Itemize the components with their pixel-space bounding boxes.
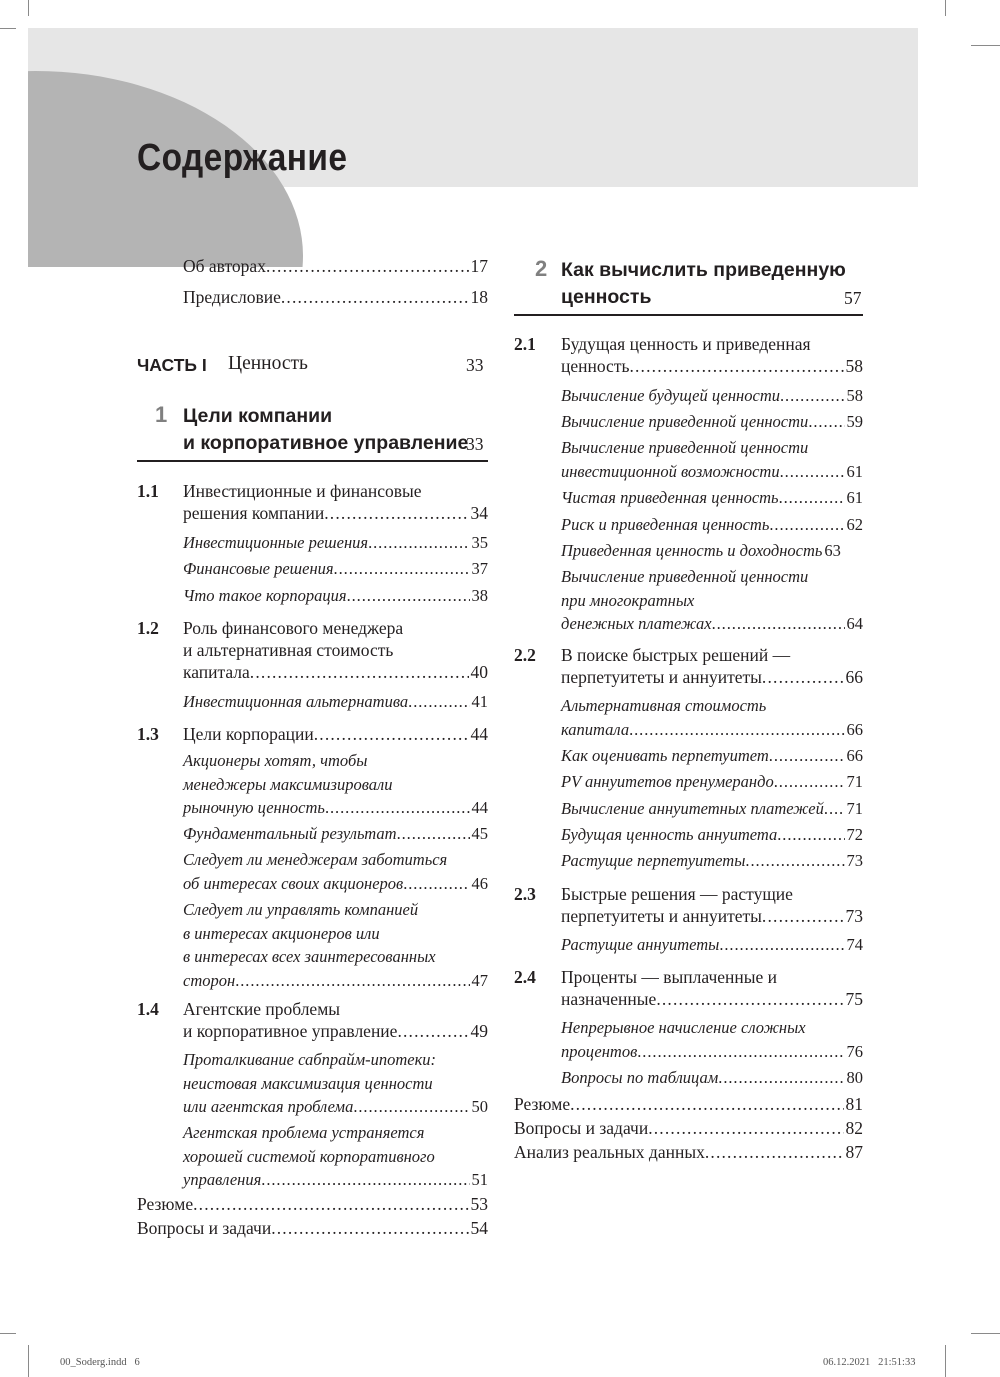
toc-subsection[interactable]: Вычисление будущей ценности . . . 58 xyxy=(561,384,863,408)
toc-subsection[interactable]: Как оценивать перпетуитет . . . 66 xyxy=(561,744,863,768)
toc-subsection[interactable]: Финансовые решения . . . 37 xyxy=(183,557,488,581)
toc-section[interactable]: Агентские проблемы и корпоративное управление . . . 49 xyxy=(183,998,488,1042)
page-title: Содержание xyxy=(137,137,348,179)
section-number: 1.4 xyxy=(137,999,159,1019)
toc-subsection[interactable]: Следует ли управлять компанией в интересах акционеров или в интересах всех заинтересованных сторон . . . 47 xyxy=(183,898,488,992)
chapter-page: 57 xyxy=(844,288,862,308)
toc-subsection[interactable]: Вычисление приведенной ценности . . . 59 xyxy=(561,410,863,434)
toc-subsection[interactable]: Акционеры хотят, чтобы менеджеры максимизировали рыночную ценность . . . 44 xyxy=(183,749,488,820)
toc-subsection[interactable]: Растущие перпетуитеты . . . 73 xyxy=(561,849,863,873)
section-number: 2.3 xyxy=(514,884,536,904)
toc-subsection[interactable]: Будущая ценность аннуитета . . . 72 xyxy=(561,823,863,847)
toc-subsection[interactable]: Агентская проблема устраняется хорошей системой корпоративного управления . . . 51 xyxy=(183,1121,488,1192)
part-page: 33 xyxy=(466,355,484,375)
toc-section[interactable]: Проценты — выплаченные и назначенные . . . 75 xyxy=(561,966,863,1010)
part-label: ЧАСТЬ I xyxy=(137,355,207,375)
crop-mark xyxy=(971,1333,1000,1334)
section-number: 1.3 xyxy=(137,724,159,744)
toc-section[interactable]: В поиске быстрых решений — перпетуитеты и аннуитеты . . . 66 xyxy=(561,644,863,688)
toc-subsection[interactable]: Вопросы по таблицам . . . 80 xyxy=(561,1066,863,1090)
chapter-number: 1 xyxy=(155,402,168,427)
chapter-page: 33 xyxy=(466,434,484,454)
chapter-title[interactable]: Цели компании и корпоративное управление xyxy=(183,405,469,454)
toc-subsection[interactable]: Инвестиционная альтернатива . . . 41 xyxy=(183,690,488,714)
section-number: 2.4 xyxy=(514,967,536,987)
toc-section[interactable]: Роль финансового менеджера и альтернативная стоимость капитала . . . 40 xyxy=(183,617,488,683)
section-number: 1.1 xyxy=(137,481,159,501)
toc-entry-data-analysis[interactable]: Анализ реальных данных . . . 87 xyxy=(514,1141,863,1163)
toc-entry-summary[interactable]: Резюме . . . 53 xyxy=(137,1193,488,1215)
crop-mark xyxy=(945,0,946,16)
footer-timestamp: 06.12.2021 21:51:33 xyxy=(823,1357,916,1368)
toc-entry-questions[interactable]: Вопросы и задачи . . . 54 xyxy=(137,1217,488,1239)
toc-subsection[interactable]: Проталкивание сабпрайм-ипотеки: неистовая максимизация ценности или агентская проблема . . . 50 xyxy=(183,1048,488,1119)
chapter-rule xyxy=(137,460,488,462)
section-number: 2.1 xyxy=(514,334,536,354)
toc-subsection[interactable]: Приведенная ценность и доходность 63 xyxy=(561,541,841,560)
part-name[interactable]: Ценность xyxy=(228,353,308,374)
crop-mark xyxy=(945,1345,946,1377)
toc-entry-questions[interactable]: Вопросы и задачи . . . 82 xyxy=(514,1117,863,1139)
crop-mark xyxy=(971,45,1000,46)
toc-section[interactable]: Цели корпорации . . . 44 xyxy=(183,723,488,745)
section-number: 1.2 xyxy=(137,618,159,638)
section-number: 2.2 xyxy=(514,645,536,665)
chapter-title[interactable]: Как вычислить приведенную ценность xyxy=(561,259,846,308)
toc-entry-front-0[interactable]: Об авторах . . . 17 xyxy=(183,255,488,277)
toc-subsection[interactable]: Вычисление аннуитетных платежей . . . 71 xyxy=(561,797,863,821)
toc-subsection[interactable]: Что такое корпорация . . . 38 xyxy=(183,584,488,608)
chapter-number: 2 xyxy=(535,256,548,281)
toc-section[interactable]: Быстрые решения — растущие перпетуитеты и аннуитеты . . . 73 xyxy=(561,883,863,927)
crop-mark xyxy=(28,1345,29,1377)
toc-entry-front-1[interactable]: Предисловие . . . 18 xyxy=(183,286,488,308)
toc-subsection[interactable]: Риск и приведенная ценность . . . 62 xyxy=(561,513,863,537)
toc-section[interactable]: Будущая ценность и приведенная ценность . . . 58 xyxy=(561,333,863,377)
toc-subsection[interactable]: Вычисление приведенной ценности инвестиционной возможности . . . 61 xyxy=(561,436,863,483)
chapter-rule xyxy=(514,314,863,316)
toc-subsection[interactable]: PV аннуитетов пренумерандо . . . 71 xyxy=(561,770,863,794)
footer-file: 00_Soderg.indd 6 xyxy=(60,1357,140,1368)
toc-subsection[interactable]: Непрерывное начисление сложных процентов . . . 76 xyxy=(561,1016,863,1063)
crop-mark xyxy=(28,0,29,16)
toc-subsection[interactable]: Следует ли менеджерам заботиться об интересах своих акционеров . . . 46 xyxy=(183,848,488,895)
toc-subsection[interactable]: Чистая приведенная ценность . . . 61 xyxy=(561,486,863,510)
toc-subsection[interactable]: Инвестиционные решения . . . 35 xyxy=(183,531,488,555)
toc-subsection[interactable]: Растущие аннуитеты . . . 74 xyxy=(561,933,863,957)
toc-subsection[interactable]: Альтернативная стоимость капитала . . . 66 xyxy=(561,694,863,741)
toc-entry-summary[interactable]: Резюме . . . 81 xyxy=(514,1093,863,1115)
toc-subsection[interactable]: Фундаментальный результат . . . 45 xyxy=(183,822,488,846)
crop-mark xyxy=(0,28,16,29)
crop-mark xyxy=(0,1333,16,1334)
toc-subsection[interactable]: Вычисление приведенной ценности при многократных денежных платежах . . . 64 xyxy=(561,565,863,636)
toc-section[interactable]: Инвестиционные и финансовые решения компании . . . 34 xyxy=(183,480,488,524)
